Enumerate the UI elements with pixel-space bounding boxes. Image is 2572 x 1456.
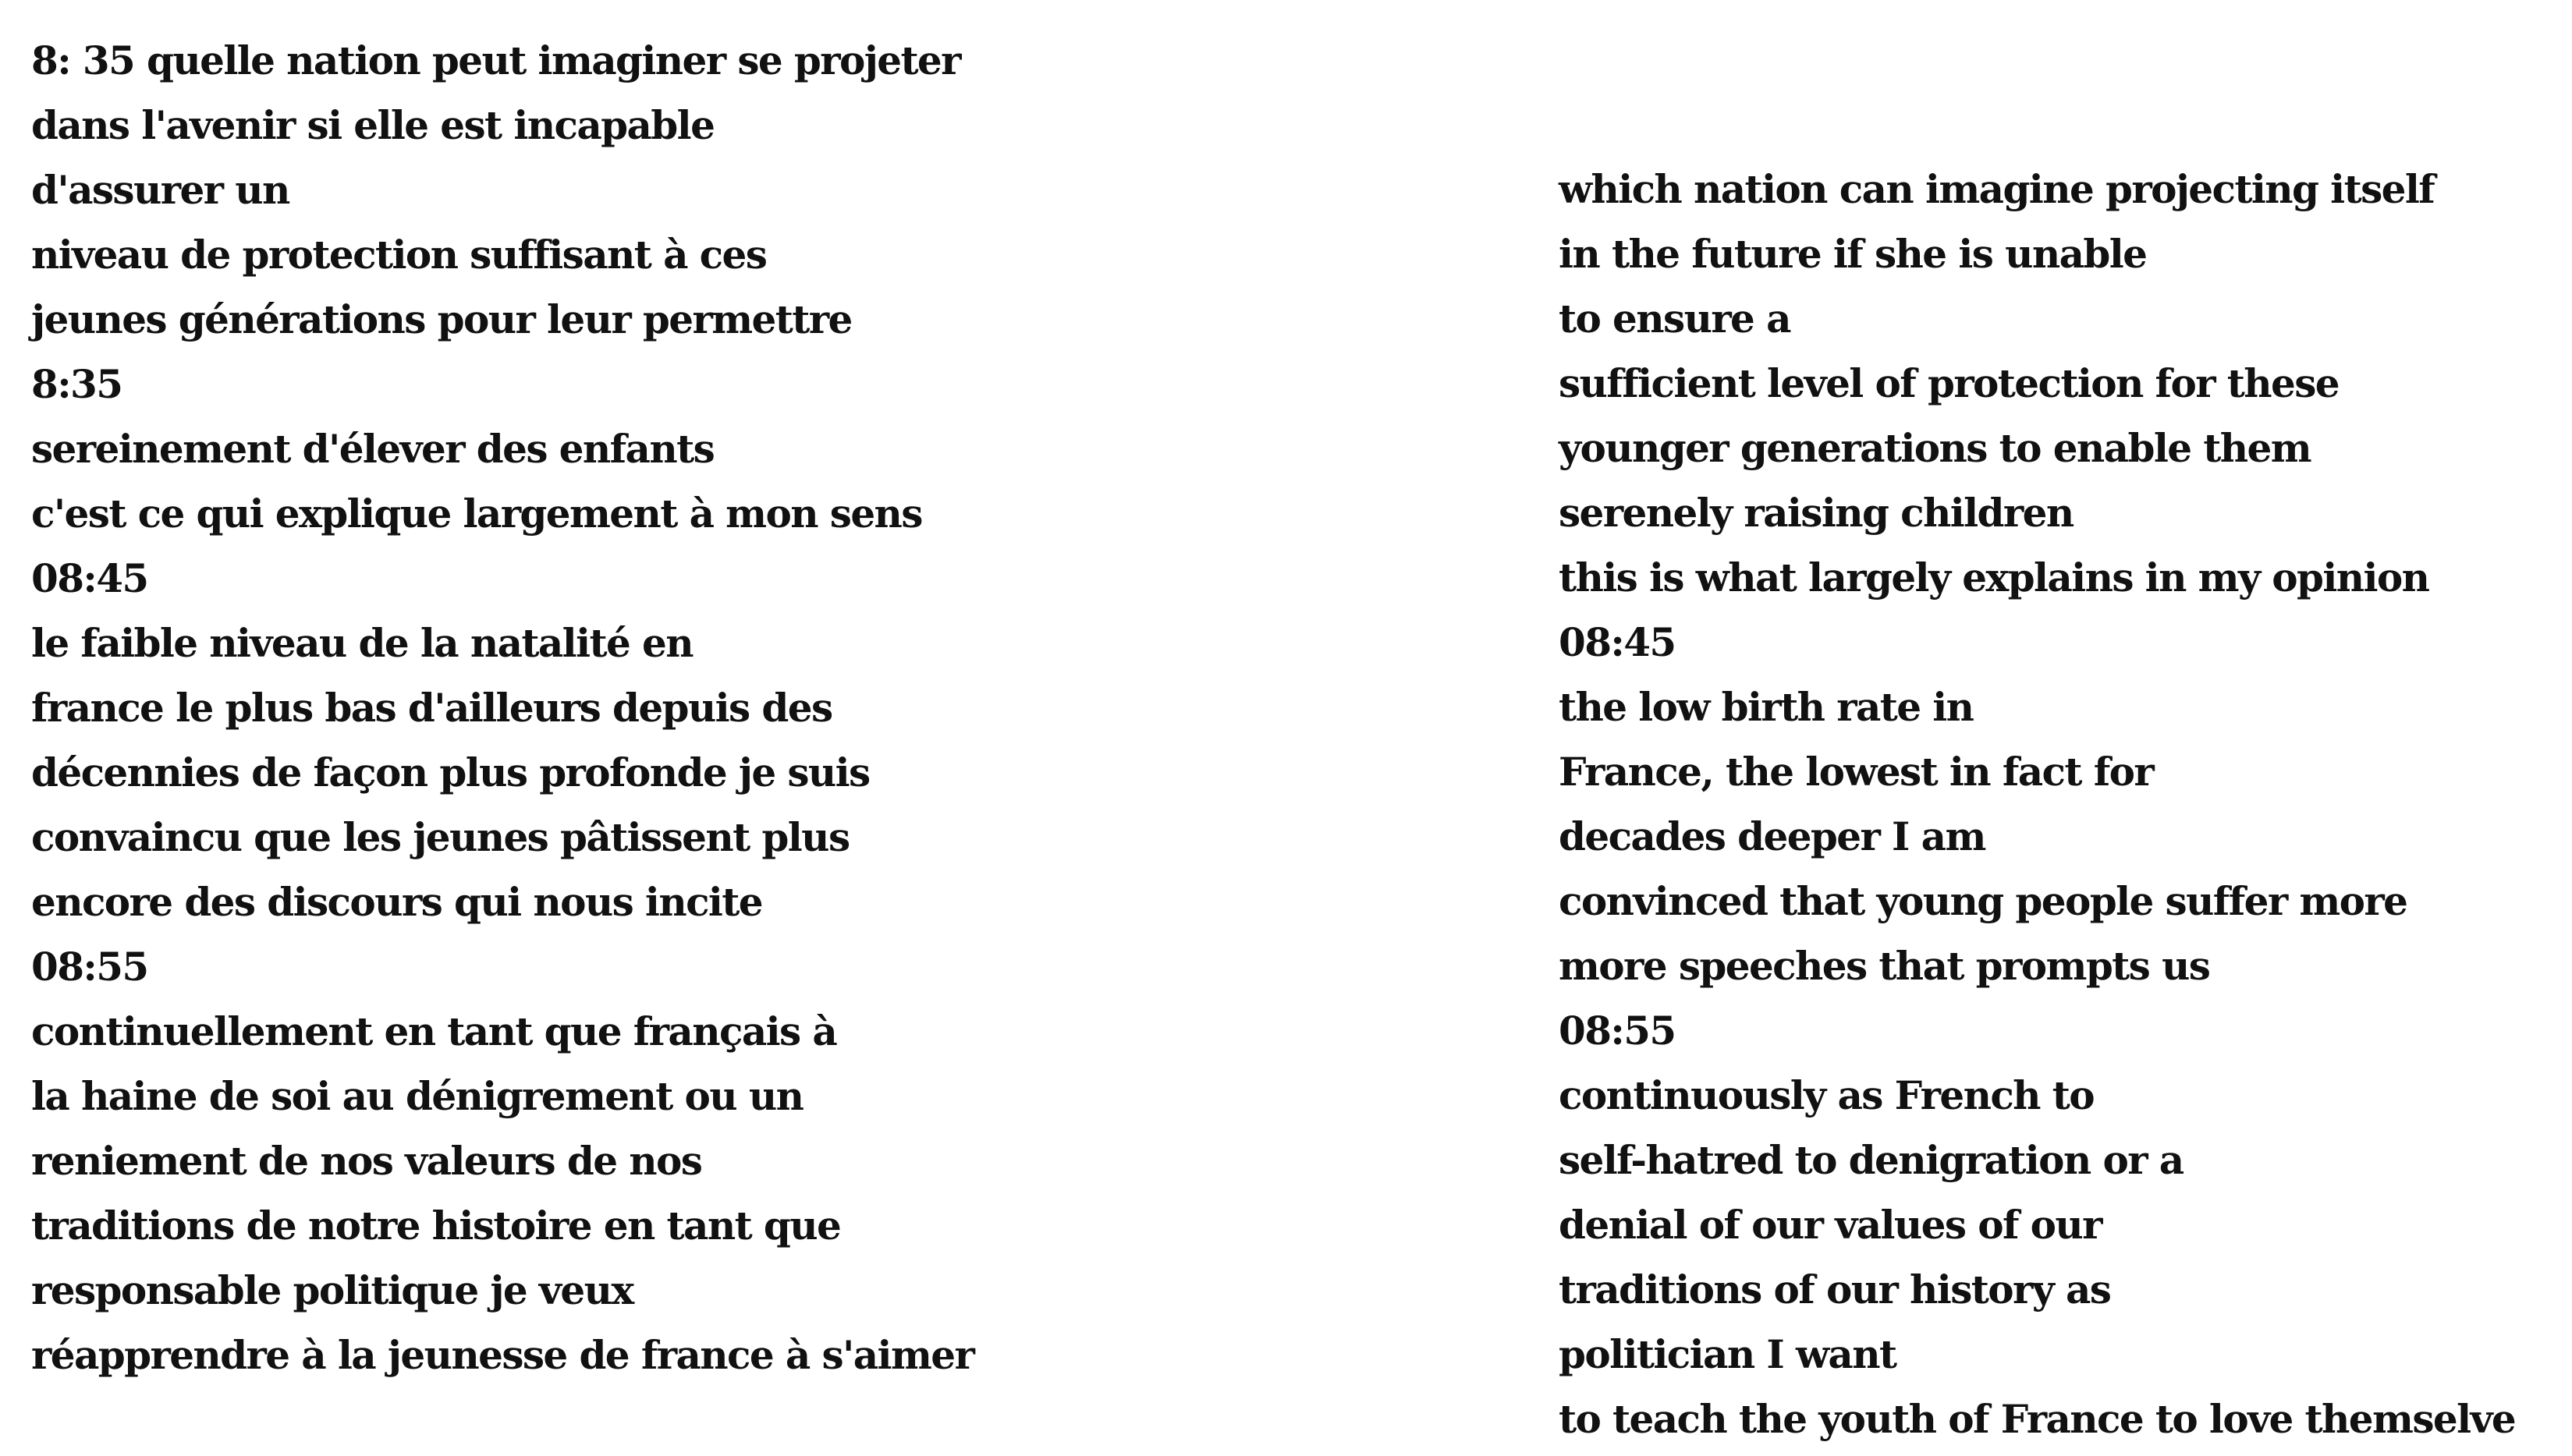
french-line: réapprendre à la jeunesse de france à s'aimer xyxy=(31,1332,974,1378)
english-transcript-column xyxy=(1559,157,2565,1451)
english-line: decades deeper I am xyxy=(1559,813,1985,859)
french-line: encore des discours qui nous incite xyxy=(31,879,763,925)
french-line: reniement de nos valeurs de nos xyxy=(31,1138,702,1184)
english-line: the low birth rate in xyxy=(1559,684,1974,730)
french-line: 8: 35 quelle nation peut imaginer se projeter xyxy=(31,37,960,83)
french-line: france le plus bas d'ailleurs depuis des xyxy=(31,685,832,731)
english-line: continuously as French to xyxy=(1559,1072,2094,1118)
english-line: traditions of our history as xyxy=(1559,1266,2111,1313)
english-line: sufficient level of protection for these xyxy=(1559,360,2339,406)
french-line: jeunes générations pour leur permettre xyxy=(31,296,852,342)
english-line: this is what largely explains in my opinion xyxy=(1559,554,2429,600)
french-line: la haine de soi au dénigrement ou un xyxy=(31,1073,804,1119)
english-line: to teach the youth of France to love themselve xyxy=(1559,1396,2516,1442)
english-line: France, the lowest in fact for xyxy=(1559,749,2154,795)
french-line: dans l'avenir si elle est incapable xyxy=(31,102,715,148)
english-line: which nation can imagine projecting itself xyxy=(1559,166,2435,212)
french-line: sereinement d'élever des enfants xyxy=(31,426,715,472)
english-timestamp: 08:55 xyxy=(1559,1008,1676,1054)
french-line: c'est ce qui explique largement à mon sens xyxy=(31,491,922,537)
english-line: in the future if she is unable xyxy=(1559,231,2147,277)
french-line: le faible niveau de la natalité en xyxy=(31,620,693,666)
french-line: convaincu que les jeunes pâtissent plus xyxy=(31,814,850,860)
french-timestamp: 08:45 xyxy=(31,555,148,601)
french-line: continuellement en tant que français à xyxy=(31,1008,837,1054)
french-line: responsable politique je veux xyxy=(31,1267,633,1313)
french-line: d'assurer un xyxy=(31,167,289,213)
english-line: self-hatred to denigration or a xyxy=(1559,1137,2184,1183)
french-transcript-column xyxy=(31,28,1482,1387)
english-line: younger generations to enable them xyxy=(1559,425,2311,471)
french-timestamp: 8:35 xyxy=(31,361,122,407)
english-line: serenely raising children xyxy=(1559,490,2074,536)
english-line: more speeches that prompts us xyxy=(1559,943,2210,989)
english-line: convinced that young people suffer more xyxy=(1559,878,2407,924)
english-line: politician I want xyxy=(1559,1331,1896,1377)
english-timestamp: 08:45 xyxy=(1559,619,1676,665)
english-line: denial of our values of our xyxy=(1559,1202,2102,1248)
french-timestamp: 08:55 xyxy=(31,944,148,990)
french-line: traditions de notre histoire en tant que xyxy=(31,1203,841,1249)
french-line: décennies de façon plus profonde je suis xyxy=(31,749,870,795)
english-line: to ensure a xyxy=(1559,296,1790,342)
french-line: niveau de protection suffisant à ces xyxy=(31,232,767,278)
